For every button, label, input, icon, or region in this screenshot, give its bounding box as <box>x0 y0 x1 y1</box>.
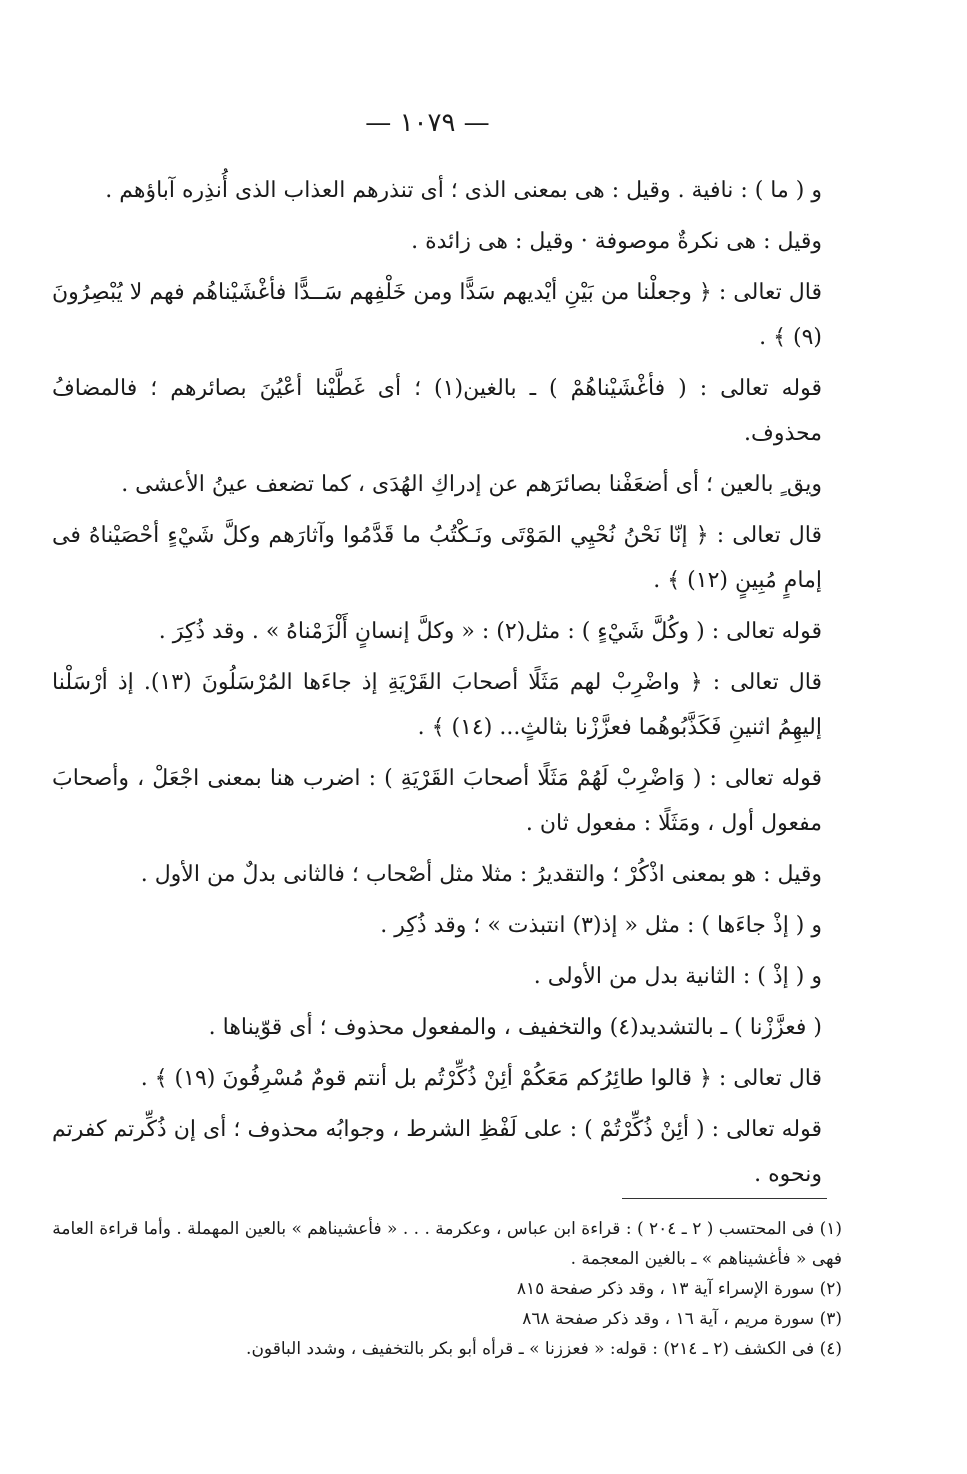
paragraph: و ( إذْ ) : الثانية بدل من الأولى . <box>533 964 822 989</box>
paragraph: ويق ٍ بالعين ؛ أى أضعَفْنا بصائرَهم عن إدراكِ الهُدَى ، كما تضعف عينُ الأعشى . <box>121 472 822 497</box>
quran-verse: قال تعالى : ﴿ إنّا نَحْنُ نُحْيِي المَوْتَى ونَـكْتُبُ ما قَدَّمُوا وآثارَهم وكلَّ شَيْءٍ أحْصَيْناهُ فى إمامٍ مُبِينٍ (١٢) ﴾ . <box>52 523 822 593</box>
page-number: — ١٠٧٩ — <box>365 108 490 138</box>
quran-verse: قال تعالى : ﴿ وجعلْنا من بَيْنِ أيْديهم سَدًّا ومن خَلْفِهم سَــدًّا فأغْشَيْناهُم فهم لا يُبْصِرُونَ (٩) ﴾ . <box>52 280 822 350</box>
footnote: (١) فى المحتسب ( ٢ ـ ٢٠٤ ) : قراءة ابن عباس ، وعكرمة . . . « فأعشيناهم » بالعين المهملة . وأما قراءة العامة فهى « فأغشيناهم » ـ بالغين المعجمة . <box>52 1219 842 1269</box>
paragraph: وقيل : هو بمعنى اذْكُرْ ؛ والتقديرُ : مثلا مثل أصْحاب ؛ فالثانى بدلٌ من الأول . <box>140 862 822 887</box>
quran-verse: قال تعالى : ﴿ واضْرِبْ لهم مَثَلًا أصحابَ القَرْيَةِ إذ جاءَها المُرْسَلُونَ (١٣). إذ أرْسَلْنا إليهِمُ اثنينِ فَكَذَّبُوهُما فعزَّزْنا بثالثٍ... (١٤) ﴾ . <box>52 670 822 740</box>
footnote: (٤) فى الكشف (٢ ـ ٢١٤) : قوله: « فعززنا » ـ قرأه أبو بكر بالتخفيف ، وشدد الباقون. <box>246 1339 842 1359</box>
paragraph: وقيل : هى نكرةٌ موصوفة · وقيل : هى زائدة . <box>411 229 822 254</box>
footnote-divider <box>622 1198 827 1199</box>
paragraph: قوله تعالى : ( فأغْشَيْناهُمْ ) ـ بالغين(١) ؛ أى غَطَّيْنا أعْيُنَ بصائرهم ؛ فالمضافُ محذوف. <box>52 376 822 446</box>
quran-verse: قال تعالى : ﴿ قالوا طائِرُكم مَعَكُمْ أئِنْ ذُكِّرْتُم بل أنتم قومٌ مُسْرِفُونَ (١٩) ﴾ . <box>140 1066 822 1091</box>
footnote: (٣) سورة مريم ، آية ١٦ ، وقد ذكر صفحة ٨٦٨ <box>522 1309 842 1329</box>
paragraph: قوله تعالى : ( وَاضْرِبْ لَهُمْ مَثَلًا أصحابَ القَرْيَةِ ) : اضرب هنا بمعنى اجْعَلْ ، وأصحابَ مفعول أول ، ومَثَلًا : مفعول ثان . <box>52 766 822 836</box>
footnote: (٢) سورة الإسراء آية ١٣ ، وقد ذكر صفحة ٨١٥ <box>516 1279 842 1299</box>
paragraph: قوله تعالى : ( أئِنْ ذُكِّرْتُمْ ) : على لَفْظِ الشرط ، وجوابُه محذوف ؛ أى إن ذُكِّرتم كفرتم ونحوه . <box>52 1117 822 1187</box>
footnotes <box>52 1214 842 1364</box>
paragraph: قوله تعالى : ( وكُلَّ شَيْءٍ ) : مثل(٢) : « وكلَّ إنسانٍ أَلْزَمْناهُ » . وقد ذُكِرَ . <box>158 619 822 644</box>
main-text <box>52 168 822 1203</box>
paragraph: و ( ما ) : نافية . وقيل : هى بمعنى الذى ؛ أى تنذرهم العذاب الذى أُنذِره آباؤهم . <box>105 178 822 203</box>
paragraph: ( فعزَّزْنا ) ـ بالتشديد(٤) والتخفيف ، والمفعول محذوف ؛ أى قوّيناها . <box>208 1015 822 1040</box>
paragraph: و ( إذْ جاءَها ) : مثل « إذ(٣) انتبذت » ؛ وقد ذُكِر . <box>380 913 822 938</box>
